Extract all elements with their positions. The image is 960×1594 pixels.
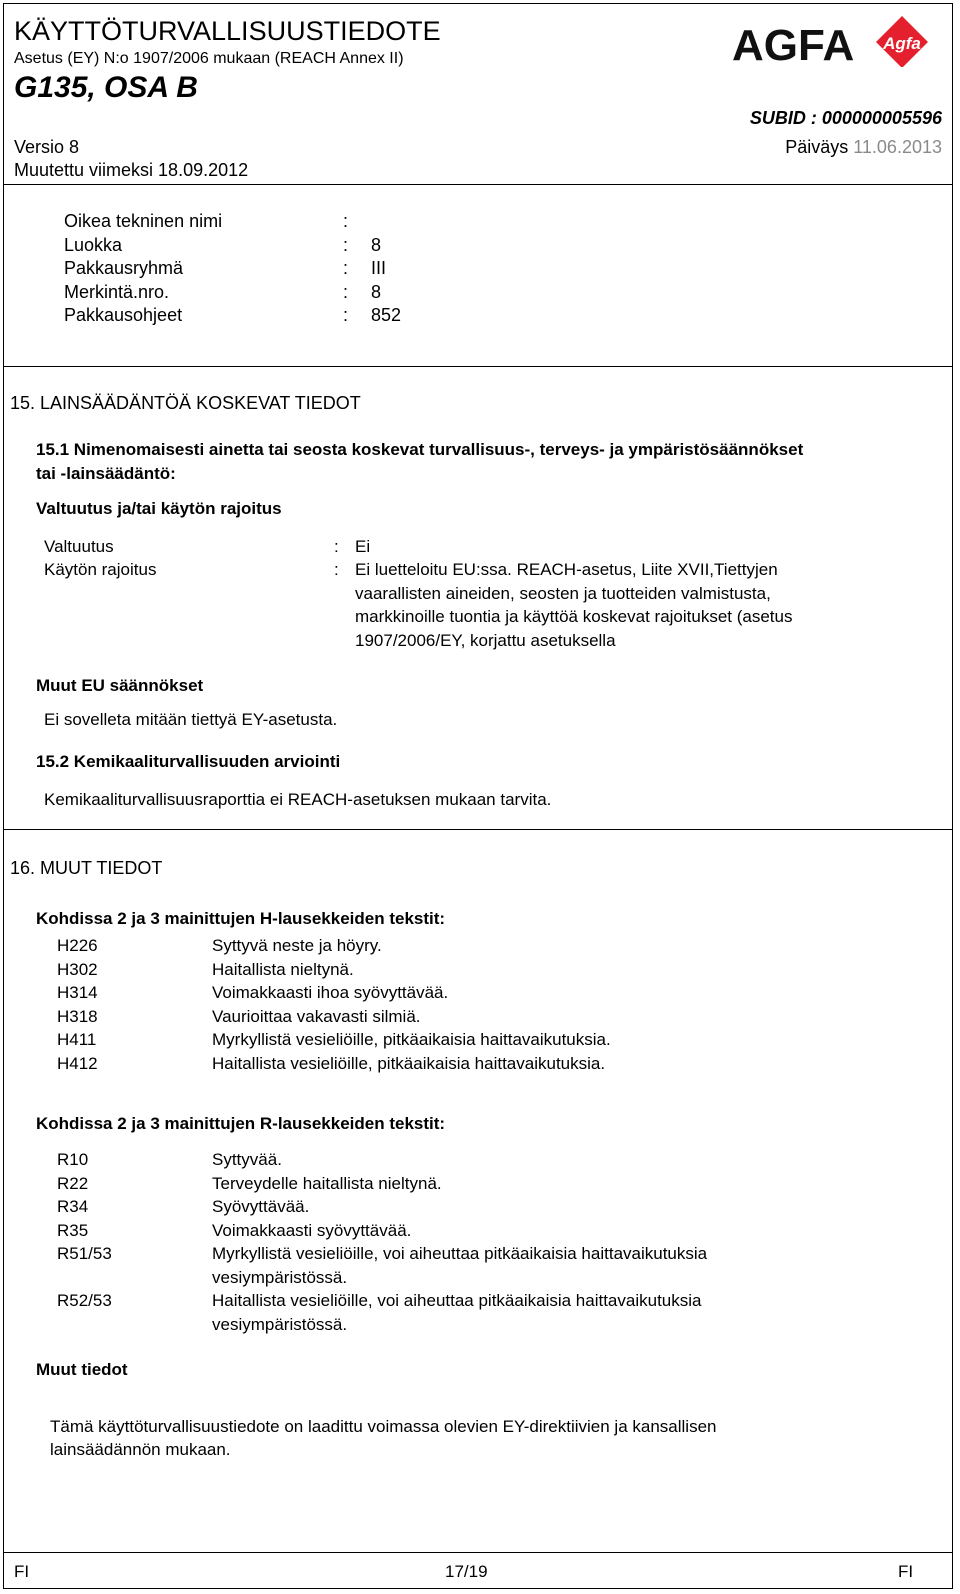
regulation-subtitle: Asetus (EY) N:o 1907/2006 mukaan (REACH Annex II) bbox=[14, 50, 404, 67]
last-modified: Muutettu viimeksi 18.09.2012 bbox=[14, 160, 249, 180]
date-label: Päiväys bbox=[785, 137, 849, 157]
h-statements-heading: Kohdissa 2 ja 3 mainittujen H-lausekkeiden tekstit: bbox=[36, 909, 446, 928]
restriction-value: Ei luetteloitu EU:ssa. REACH-asetus, Liite XVII,Tiettyjen vaarallisten aineiden, seosten ja tuotteiden valmistusta, markkinoille tuontia ja käyttöä koskevat rajoitukset (asetus 1907/2006/EY, korjattu asetuksella bbox=[355, 560, 793, 650]
section-15-1-heading-line2: tai -lainsäädäntö: bbox=[36, 464, 176, 483]
footer-divider bbox=[4, 1552, 952, 1553]
svg-text:Agfa: Agfa bbox=[883, 34, 921, 53]
restriction-label: Käytön rajoitus bbox=[44, 560, 157, 579]
other-info-heading: Muut tiedot bbox=[36, 1360, 128, 1379]
version: Versio 8 bbox=[14, 137, 80, 157]
header-divider bbox=[4, 184, 952, 185]
authorisation-value: Ei bbox=[355, 537, 371, 556]
agfa-logo bbox=[732, 15, 942, 67]
section-15-heading: 15. LAINSÄÄDÄNTÖÄ KOSKEVAT TIEDOT bbox=[10, 393, 361, 413]
section-15-1-heading-line1: 15.1 Nimenomaisesti ainetta tai seosta koskevat turvallisuus-, terveys- ja ympäristösäännökset bbox=[36, 440, 804, 459]
issue-date bbox=[785, 137, 942, 158]
other-eu-heading: Muut EU säännökset bbox=[36, 676, 204, 695]
footer-language-left: FI bbox=[14, 1562, 30, 1581]
section-15-2-heading: 15.2 Kemikaaliturvallisuuden arviointi bbox=[36, 752, 341, 771]
section-16-heading: 16. MUUT TIEDOT bbox=[10, 858, 163, 878]
product-name: G135, OSA B bbox=[14, 71, 198, 104]
footer-language-right: FI bbox=[898, 1562, 914, 1581]
section-divider bbox=[4, 829, 952, 830]
authorisation-heading: Valtuutus ja/tai käytön rajoitus bbox=[36, 499, 282, 518]
other-eu-text: Ei sovelleta mitään tiettyä EY-asetusta. bbox=[44, 710, 338, 729]
page-number: 17/19 bbox=[445, 1562, 488, 1581]
authorisation-sep: : bbox=[334, 537, 339, 556]
authorisation-label: Valtuutus bbox=[44, 537, 114, 556]
subid: SUBID : 000000005596 bbox=[749, 108, 942, 128]
svg-text:AGFA: AGFA bbox=[732, 21, 855, 67]
r-statements-heading: Kohdissa 2 ja 3 mainittujen R-lausekkeiden tekstit: bbox=[36, 1114, 446, 1133]
section-15-2-text: Kemikaaliturvallisuusraporttia ei REACH-asetuksen mukaan tarvita. bbox=[44, 790, 552, 809]
section-divider bbox=[4, 366, 952, 367]
other-info-line1: Tämä käyttöturvallisuustiedote on laadittu voimassa olevien EY-direktiivien ja kansallisen bbox=[50, 1417, 717, 1436]
document-title: KÄYTTÖTURVALLISUUSTIEDOTE bbox=[14, 16, 441, 46]
date-value: 11.06.2013 bbox=[853, 137, 942, 157]
other-info-line2: lainsäädännön mukaan. bbox=[50, 1440, 231, 1459]
restriction-sep: : bbox=[334, 560, 339, 579]
